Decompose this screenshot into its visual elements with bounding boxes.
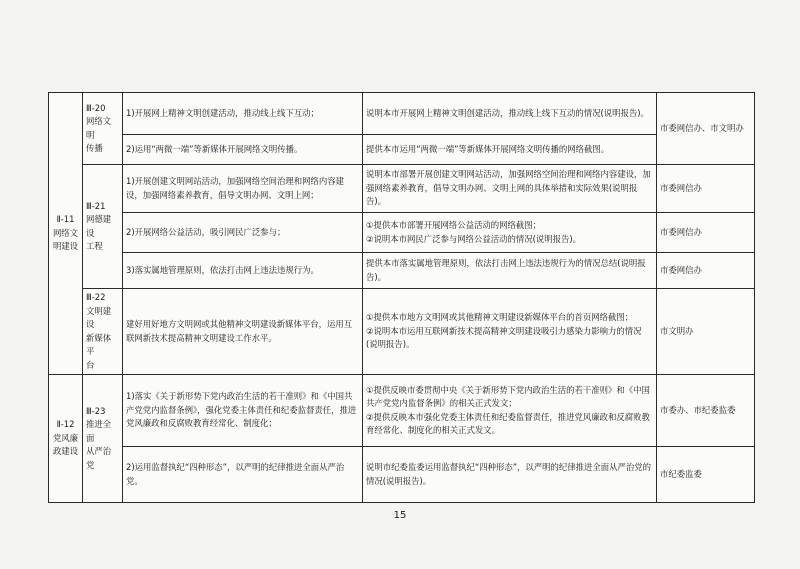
task-cell: 建好用好地方文明网或其他精神文明建设新媒体平台，运用互联网新技术提高精神文明建设工作水平。 — [123, 289, 363, 375]
task-cell: 3)落实属地管理原则，依法打击网上违法违规行为。 — [123, 253, 363, 289]
task-cell: 1)开展创建文明网站活动，加强网络空间治理和网络内容建设，加强网络素养教育，倡导文明办网、文明上网； — [123, 165, 363, 213]
department-cell: 市纪委监委 — [657, 447, 755, 503]
department-cell: 市委网信办 — [657, 165, 755, 213]
indicator-table — [48, 92, 755, 503]
subcategory-id: Ⅲ-22 — [86, 292, 106, 302]
page-number: 15 — [393, 510, 407, 521]
subcategory-cell — [83, 93, 123, 165]
evidence-cell: ①提供本市地方文明网或其他精神文明建设新媒体平台的首页网络截图； ②说明本市运用互联网新技术提高精神文明建设吸引力感染力影响力的情况(说明报告)。 — [363, 289, 657, 375]
department-cell: 市文明办 — [657, 289, 755, 375]
subcategory-cell — [83, 289, 123, 375]
evidence-cell: 说明市纪委监委运用监督执纪“四种形态”，以严明的纪律推进全面从严治党的情况(说明报告)。 — [363, 447, 657, 503]
subcategory-name: 文明建设 新媒体平 台 — [86, 305, 112, 370]
department-cell: 市委办、市纪委监委 — [657, 375, 755, 447]
subcategory-name: 网德建设 工程 — [86, 214, 112, 251]
evidence-cell: ①提供反映市委贯彻中央《关于新形势下党内政治生活的若干准则》和《中国共产党党内监督条例》的相关正式发文； ②提供反映本市强化党委主体责任和纪委监督责任，推进党风廉政和反腐败教育经常化、制度化的相关正式发文。 — [363, 375, 657, 447]
evidence-cell: 提供本市运用“两微一端”等新媒体开展网络文明传播的网络截图。 — [363, 135, 657, 165]
task-cell: 1)开展网上精神文明创建活动，推动线上线下互动； — [123, 93, 363, 135]
evidence-cell: 提供本市落实属地管理原则，依法打击网上违法违规行为的情况总结(说明报告)。 — [363, 253, 657, 289]
table-row — [49, 253, 755, 289]
evidence-cell: 说明本市开展网上精神文明创建活动，推动线上线下互动的情况(说明报告)。 — [363, 93, 657, 135]
subcategory-name: 网络文明 传播 — [86, 116, 112, 153]
table-row — [49, 447, 755, 503]
task-cell: 2)运用监督执纪“四种形态”，以严明的纪律推进全面从严治党。 — [123, 447, 363, 503]
department-cell: 市委网信办 — [657, 213, 755, 253]
task-cell: 1)落实《关于新形势下党内政治生活的若干准则》和《中国共产党党内监督条例》，强化党委主体责任和纪委监督责任，推进党风廉政和反腐败教育经常化、制度化； — [123, 375, 363, 447]
category-label: Ⅱ-11 网络文 明建设 — [52, 214, 79, 252]
task-cell: 2)运用“两微一端”等新媒体开展网络文明传播。 — [123, 135, 363, 165]
table-row — [49, 93, 755, 135]
table-row — [49, 135, 755, 165]
table-row — [49, 213, 755, 253]
table-row — [49, 165, 755, 213]
category-cell — [49, 375, 83, 503]
subcategory-name: 推进全面 从严治党 — [86, 419, 112, 470]
subcategory-id: Ⅲ-23 — [86, 405, 106, 416]
subcategory-cell — [83, 165, 123, 289]
evidence-cell: 说明本市部署开展创建文明网站活动，加强网络空间治理和网络内容建设，加强网络素养教育，倡导文明办网、文明上网的具体举措和实际效果(说明报告)。 — [363, 165, 657, 213]
subcategory-id: Ⅲ-21 — [86, 200, 106, 211]
category-label: Ⅱ-12 党风廉 政建设 — [52, 419, 79, 457]
table-row — [49, 289, 755, 375]
category-cell — [49, 93, 83, 375]
table-row — [49, 375, 755, 447]
evidence-cell: ①提供本市部署开展网络公益活动的网络截图； ②说明本市网民广泛参与网络公益活动的情况(说明报告)。 — [363, 213, 657, 253]
department-cell: 市委网信办 — [657, 253, 755, 289]
task-cell: 2)开展网络公益活动，吸引网民广泛参与； — [123, 213, 363, 253]
subcategory-id: Ⅲ-20 — [86, 102, 106, 113]
department-cell: 市委网信办、市文明办 — [657, 93, 755, 165]
subcategory-cell — [83, 375, 123, 503]
